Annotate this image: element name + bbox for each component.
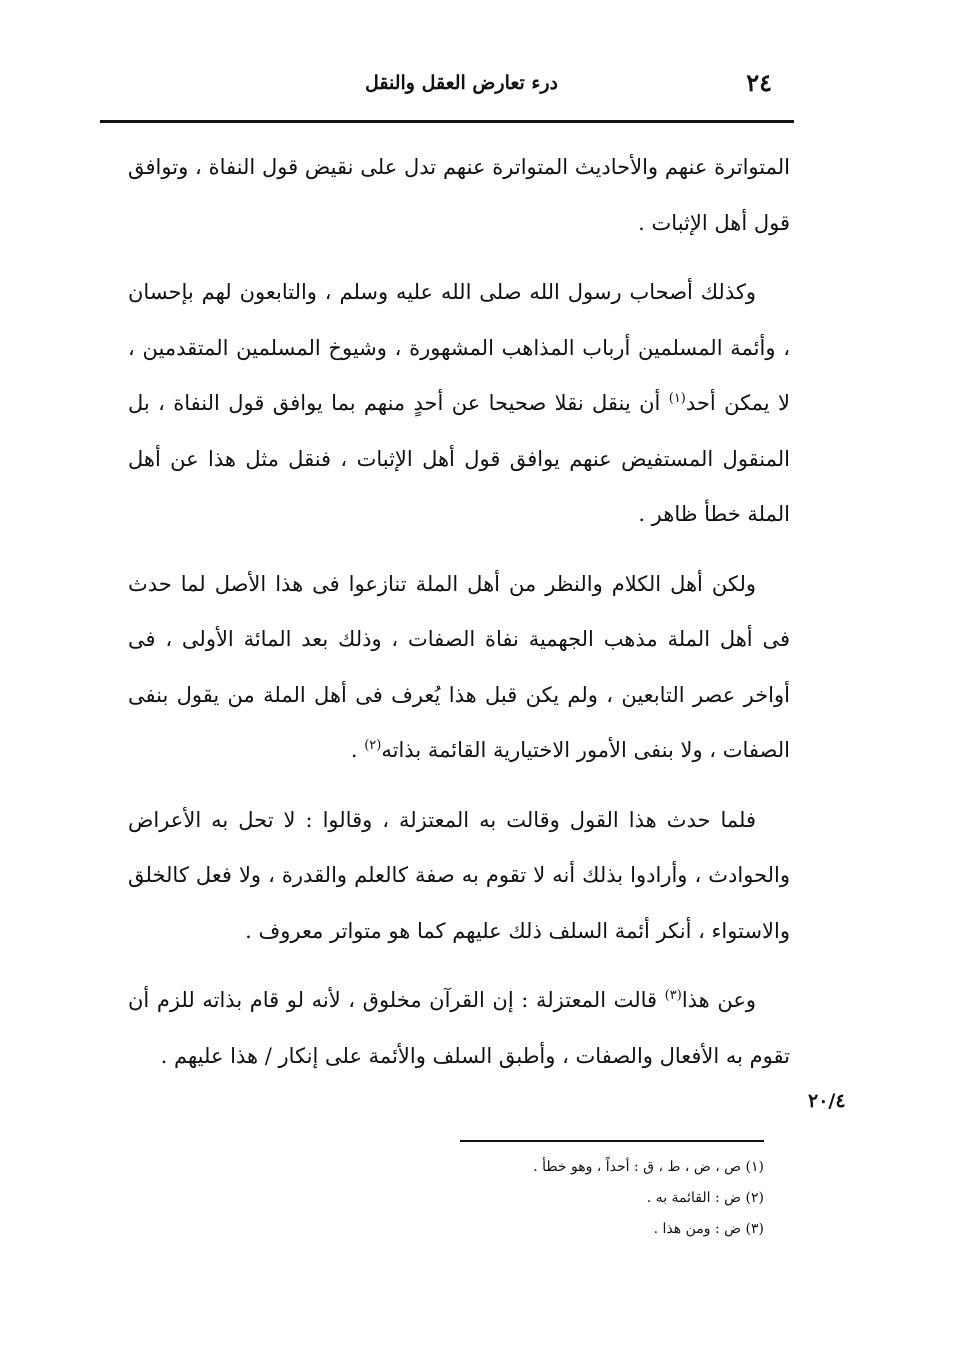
- header-rule: [100, 120, 794, 123]
- paragraph-2-part-2: أن ينقل نقلا صحيحا عن أحدٍ منهم بما يوافق قول النفاة ، بل المنقول المستفيض عنهم يوافق قول أهل الإثبات ، فنقل مثل هذا عن أهل الملة خطأ ظاهر .: [128, 391, 790, 526]
- paragraph-3-end: .: [350, 738, 365, 762]
- main-text: [128, 140, 790, 1098]
- footnote-2: (٢) ض : القائمة به .: [646, 1190, 764, 1206]
- paragraph-3-text: ولكن أهل الكلام والنظر من أهل الملة تنازعوا فى هذا الأصل لما حدث فى أهل الملة مذهب الجهمية نفاة الصفات ، وذلك بعد المائة الأولى ، فى أواخر عصر التابعين ، ولم يكن قبل هذا يُعرف فى أهل الملة من يقول بنفى الصفات ، ولا بنفى الأمور الاختيارية القائمة بذاته: [128, 571, 790, 762]
- margin-reference: ٢٠/٤: [808, 1090, 846, 1112]
- paragraph-3: [128, 557, 790, 779]
- paragraph-2: [128, 265, 790, 543]
- footnotes: [400, 1152, 764, 1245]
- page-number: ٢٤: [746, 68, 772, 97]
- paragraph-2-part-1: وكذلك أصحاب رسول الله صلى الله عليه وسلم ، والتابعون لهم بإحسان ، وأئمة المسلمين أرباب المذاهب المشهورة ، وشيوخ المسلمين المتقدمين ، لا يمكن أحد: [128, 280, 790, 415]
- running-title: درء تعارض العقل والنقل: [364, 72, 558, 94]
- paragraph-5-part-2: قالت المعتزلة : إن القرآن مخلوق ، لأنه لو قام بذاته للزم أن تقوم به الأفعال والصفات ، وأطبق السلف والأئمة على إنكار / هذا عليهم .: [128, 988, 790, 1068]
- paragraph-5: [128, 973, 790, 1084]
- footnote-rule: [460, 1140, 764, 1142]
- paragraph-5-part-1: وعن هذا: [681, 988, 756, 1012]
- footnote-marker-2: (٢): [364, 738, 382, 753]
- paragraph-4: فلما حدث هذا القول وقالت به المعتزلة ، وقالوا : لا تحل به الأعراض والحوادث ، وأرادوا بذلك أنه لا تقوم به صفة كالعلم والقدرة ، ولا فعل كالخلق والاستواء ، أنكر أئمة السلف ذلك عليهم كما هو متواتر معروف .: [128, 807, 790, 943]
- paragraph-1: المتواترة عنهم والأحاديث المتواترة عنهم تدل على نقيض قول النفاة ، وتوافق قول أهل الإثبات .: [128, 155, 790, 235]
- page-header: [100, 62, 794, 122]
- footnote-3: (٣) ض : ومن هذا .: [653, 1221, 764, 1237]
- footnote-1: (١) ص ، ض ، ط ، ق : أحداً ، وهو خطأ .: [533, 1159, 764, 1175]
- footnote-marker-1: (١): [668, 391, 686, 406]
- footnote-marker-3: (٣): [664, 988, 682, 1003]
